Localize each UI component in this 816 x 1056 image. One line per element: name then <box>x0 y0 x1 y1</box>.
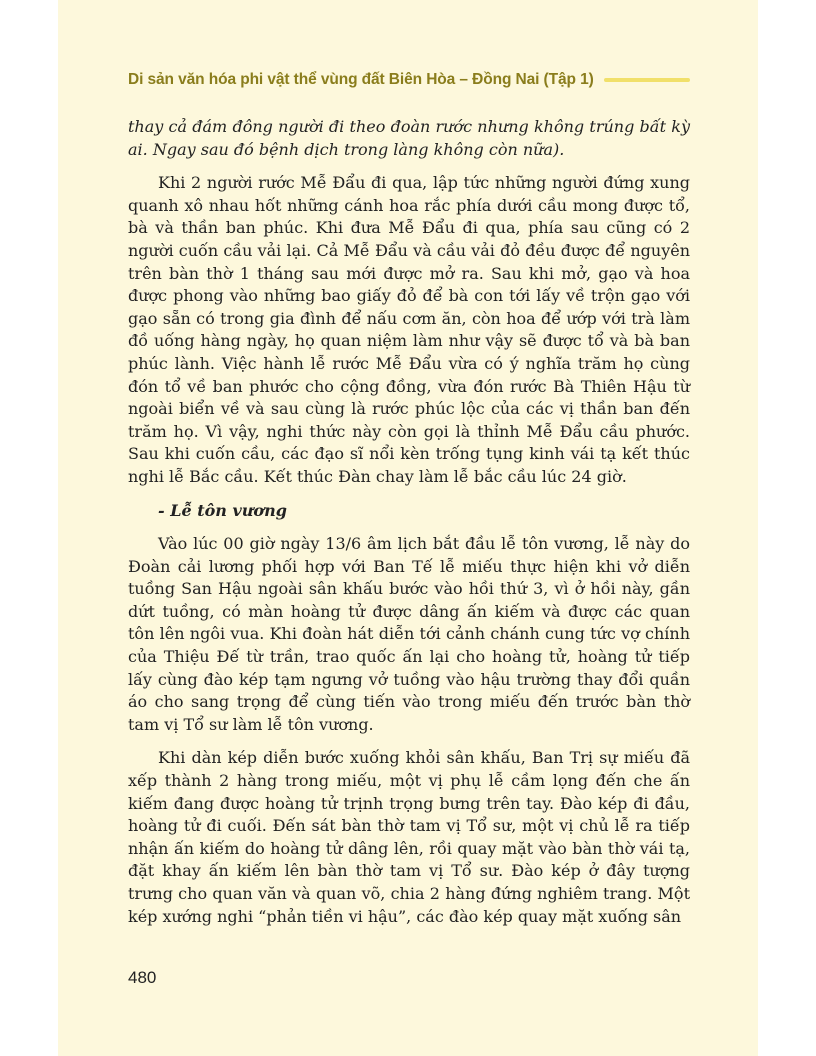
paragraph-me-dau: Khi 2 người rước Mễ Đẩu đi qua, lập tức những người đứng xung quanh xô nhau hốt những cánh hoa rắc phía dưới cầu mong được tổ, bà và thần ban phúc. Khi đưa Mễ Đẩu đi qua, phía sau cũng có 2 người cuốn cầu vải lại. Cả Mễ Đẩu và cầu vải đỏ đều được để nguyên trên bàn thờ 1 tháng sau mới được mở ra. Sau khi mở, gạo và hoa được phong vào những bao giấy đỏ để bà con tới lấy về trộn gạo với gạo sẵn có trong gia đình để nấu cơm ăn, còn hoa để ướp với trà làm đồ uống hàng ngày, họ quan niệm làm như vậy sẽ được tổ và bà ban phúc lành. Việc hành lễ rước Mễ Đẩu vừa có ý nghĩa trăm họ cùng đón tổ về ban phước cho cộng đồng, vừa đón rước Bà Thiên Hậu từ ngoài biển về và sau cùng là rước phúc lộc của các vị thần ban đến trăm họ. Vì vậy, nghi thức này còn gọi là thỉnh Mễ Đẩu cầu phước. Sau khi cuốn cầu, các đạo sĩ nổi kèn trống tụng kinh vái tạ kết thúc nghi lễ Bắc cầu. Kết thúc Đàn chay làm lễ bắc cầu lúc 24 giờ. <box>128 173 690 486</box>
page-number: 480 <box>128 968 157 987</box>
running-header <box>128 66 690 94</box>
header-title: Di sản văn hóa phi vật thể vùng đất Biên Hòa – Đồng Nai (Tập 1) <box>128 71 594 88</box>
paragraph-ton-vuong: Vào lúc 00 giờ ngày 13/6 âm lịch bắt đầu lễ tôn vương, lễ này do Đoàn cải lương phối hợp với Ban Tế lễ miếu thực hiện khi vở diễn tuồng San Hậu ngoài sân khấu bước vào hồi thứ 3, vì ở hồi này, gần dứt tuồng, có màn hoàng tử được dâng ấn kiếm và được các quan tôn lên ngôi vua. Khi đoàn hát diễn tới cảnh chánh cung tức vợ chính của Thiệu Đế từ trần, trao quốc ấn lại cho hoàng tử, hoàng tử tiếp lấy cùng đào kép tạm ngưng vở tuồng vào hậu trường thay đổi quần áo cho sang trọng để cùng tiến vào trong miếu đến trước bàn thờ tam vị Tổ sư làm lễ tôn vương. <box>128 534 690 734</box>
paragraph-procession: Khi dàn kép diễn bước xuống khỏi sân khấu, Ban Trị sự miếu đã xếp thành 2 hàng trong miếu, một vị phụ lễ cầm lọng đến che ấn kiếm đang được hoàng tử trịnh trọng bưng trên tay. Đào kép đi đầu, hoàng tử đi cuối. Đến sát bàn thờ tam vị Tổ sư, một vị chủ lễ ra tiếp nhận ấn kiếm do hoàng tử dâng lên, rồi quay mặt vào bàn thờ vái tạ, đặt khay ấn kiếm lên bàn thờ tam vị Tổ sư. Đào kép ở đây tượng trưng cho quan văn và quan võ, chia 2 hàng đứng nghiêm trang. Một kép xướng nghi “phản tiền vi hậu”, các đào kép quay mặt xuống sân <box>128 748 690 926</box>
header-rule <box>604 78 690 82</box>
paragraph-continuation: thay cả đám đông người đi theo đoàn rước nhưng không trúng bất kỳ ai. Ngay sau đó bệnh dịch trong làng không còn nữa). <box>128 117 690 159</box>
section-heading: - Lễ tôn vương <box>158 500 287 520</box>
body-text <box>128 116 690 939</box>
